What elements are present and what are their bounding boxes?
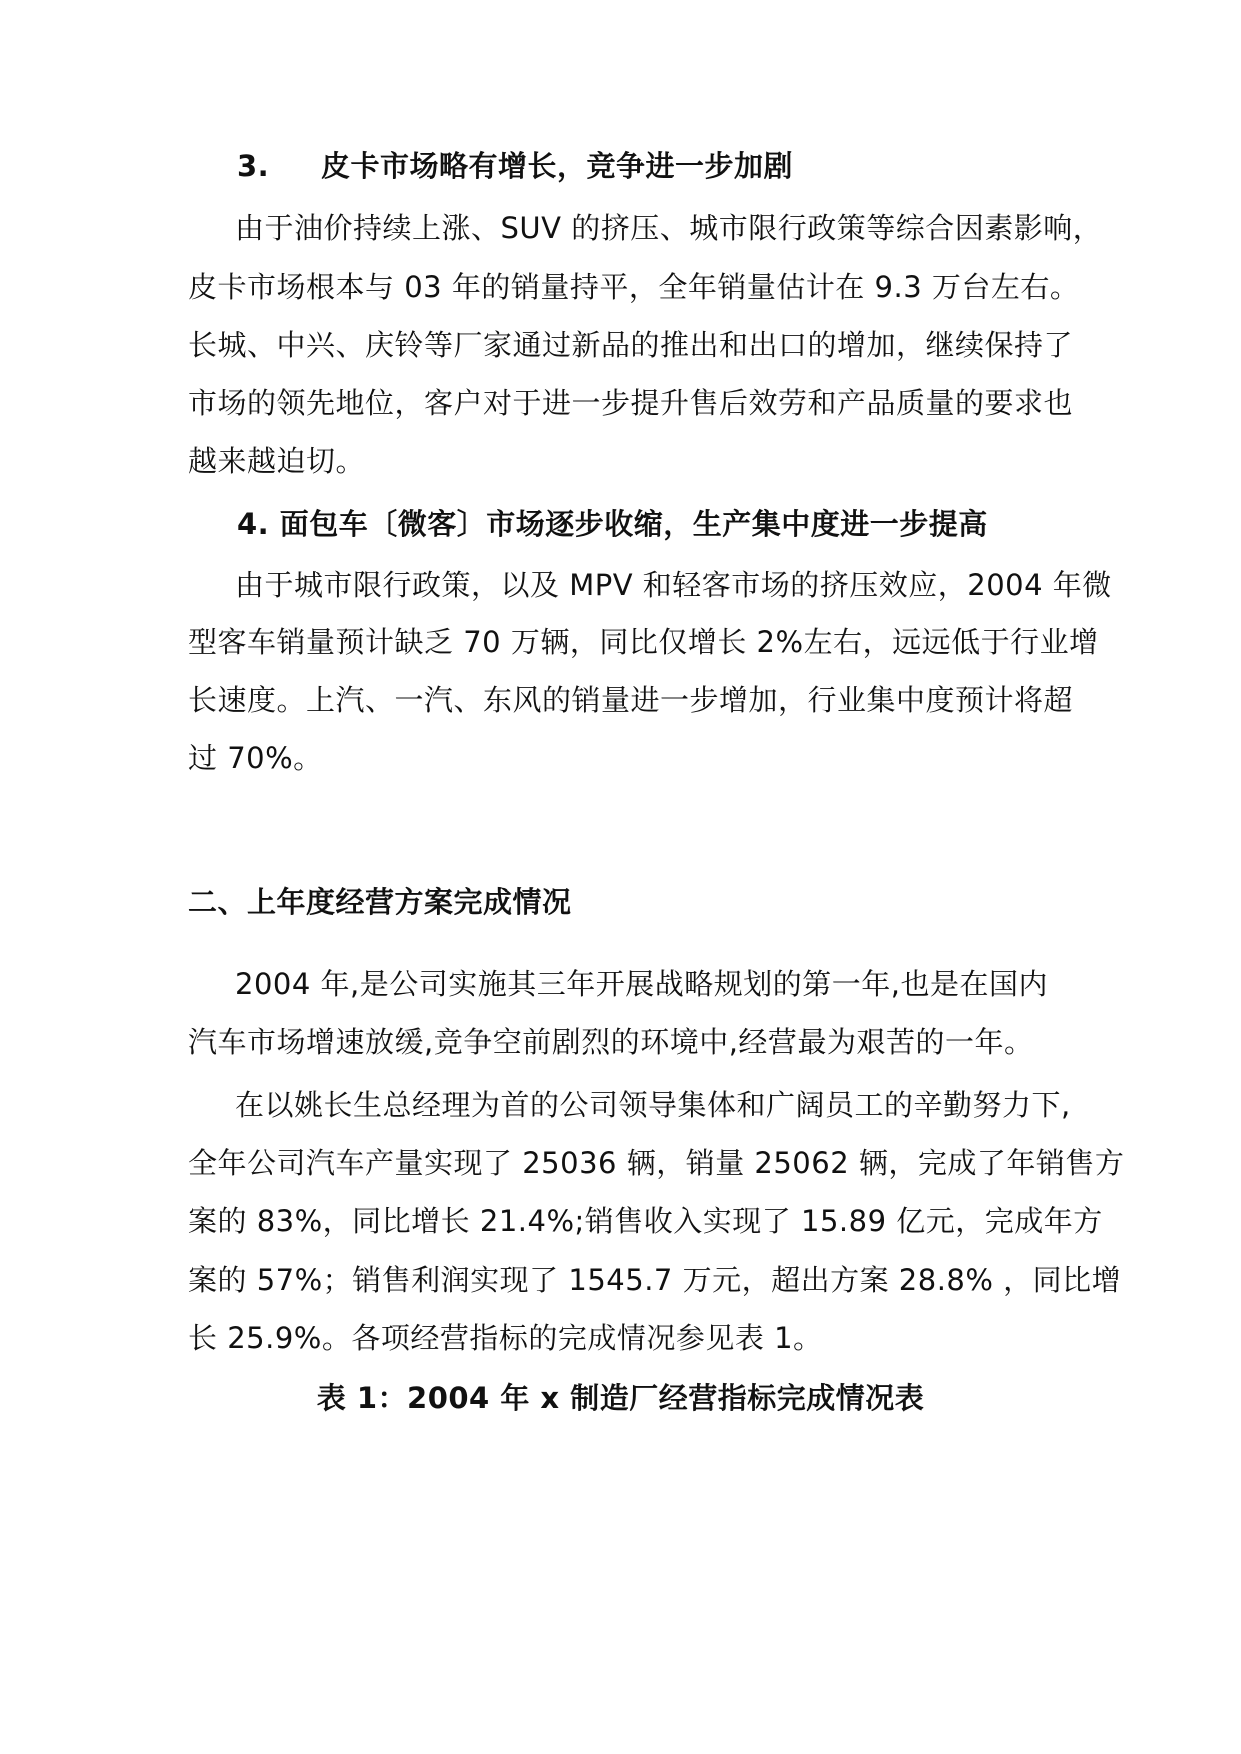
section-3-title: 皮卡市场略有增长，竞争进一步加剧 [321, 149, 794, 183]
section-3-line-3: 长城、中兴、庆铃等厂家通过新品的推出和出口的增加，继续保持了 [188, 328, 1074, 362]
part-2-para-1-line-2: 汽车市场增速放缓,竞争空前剧烈的环境中,经营最为艰苦的一年。 [188, 1025, 1034, 1059]
section-4-heading: 4. 面包车〔微客〕市场逐步收缩，生产集中度进一步提高 [237, 507, 988, 541]
section-3-line-1: 由于油价持续上涨、SUV 的挤压、城市限行政策等综合因素影响， [235, 211, 1103, 245]
part-2-heading: 二、上年度经营方案完成情况 [188, 885, 572, 919]
section-3-line-2: 皮卡市场根本与 03 年的销量持平，全年销量估计在 9.3 万台左右。 [188, 270, 1080, 304]
section-4-line-4: 过 70%。 [188, 741, 323, 775]
section-4-line-3: 长速度。上汽、一汽、东风的销量进一步增加，行业集中度预计将超 [188, 683, 1074, 717]
part-2-para-2-line-4: 案的 57%；销售利润实现了 1545.7 万元，超出方案 28.8% ，同比增 [188, 1263, 1122, 1297]
part-2-para-2-line-2: 全年公司汽车产量实现了 25036 辆，销量 25062 辆，完成了年销售方 [188, 1146, 1125, 1180]
section-4-line-2: 型客车销量预计缺乏 70 万辆，同比仅增长 2%左右，远远低于行业增 [188, 625, 1099, 659]
section-3-line-5: 越来越迫切。 [188, 444, 366, 478]
table-caption: 表 1：2004 年 x 制造厂经营指标完成情况表 [316, 1381, 925, 1415]
section-3-number: 3. [237, 149, 270, 183]
part-2-para-2-line-3: 案的 83%，同比增长 21.4%;销售收入实现了 15.89 亿元，完成年方 [188, 1204, 1103, 1238]
section-3-line-4: 市场的领先地位，客户对于进一步提升售后效劳和产品质量的要求也 [188, 386, 1074, 420]
part-2-para-1-line-1: 2004 年,是公司实施其三年开展战略规划的第一年,也是在国内 [235, 967, 1048, 1001]
section-4-line-1: 由于城市限行政策，以及 MPV 和轻客市场的挤压效应，2004 年微 [235, 568, 1112, 602]
section-3-heading [237, 146, 793, 186]
part-2-para-2-line-1: 在以姚长生总经理为首的公司领导集体和广阔员工的辛勤努力下, [235, 1088, 1071, 1122]
part-2-para-2-line-5: 长 25.9%。各项经营指标的完成情况参见表 1。 [188, 1321, 823, 1355]
